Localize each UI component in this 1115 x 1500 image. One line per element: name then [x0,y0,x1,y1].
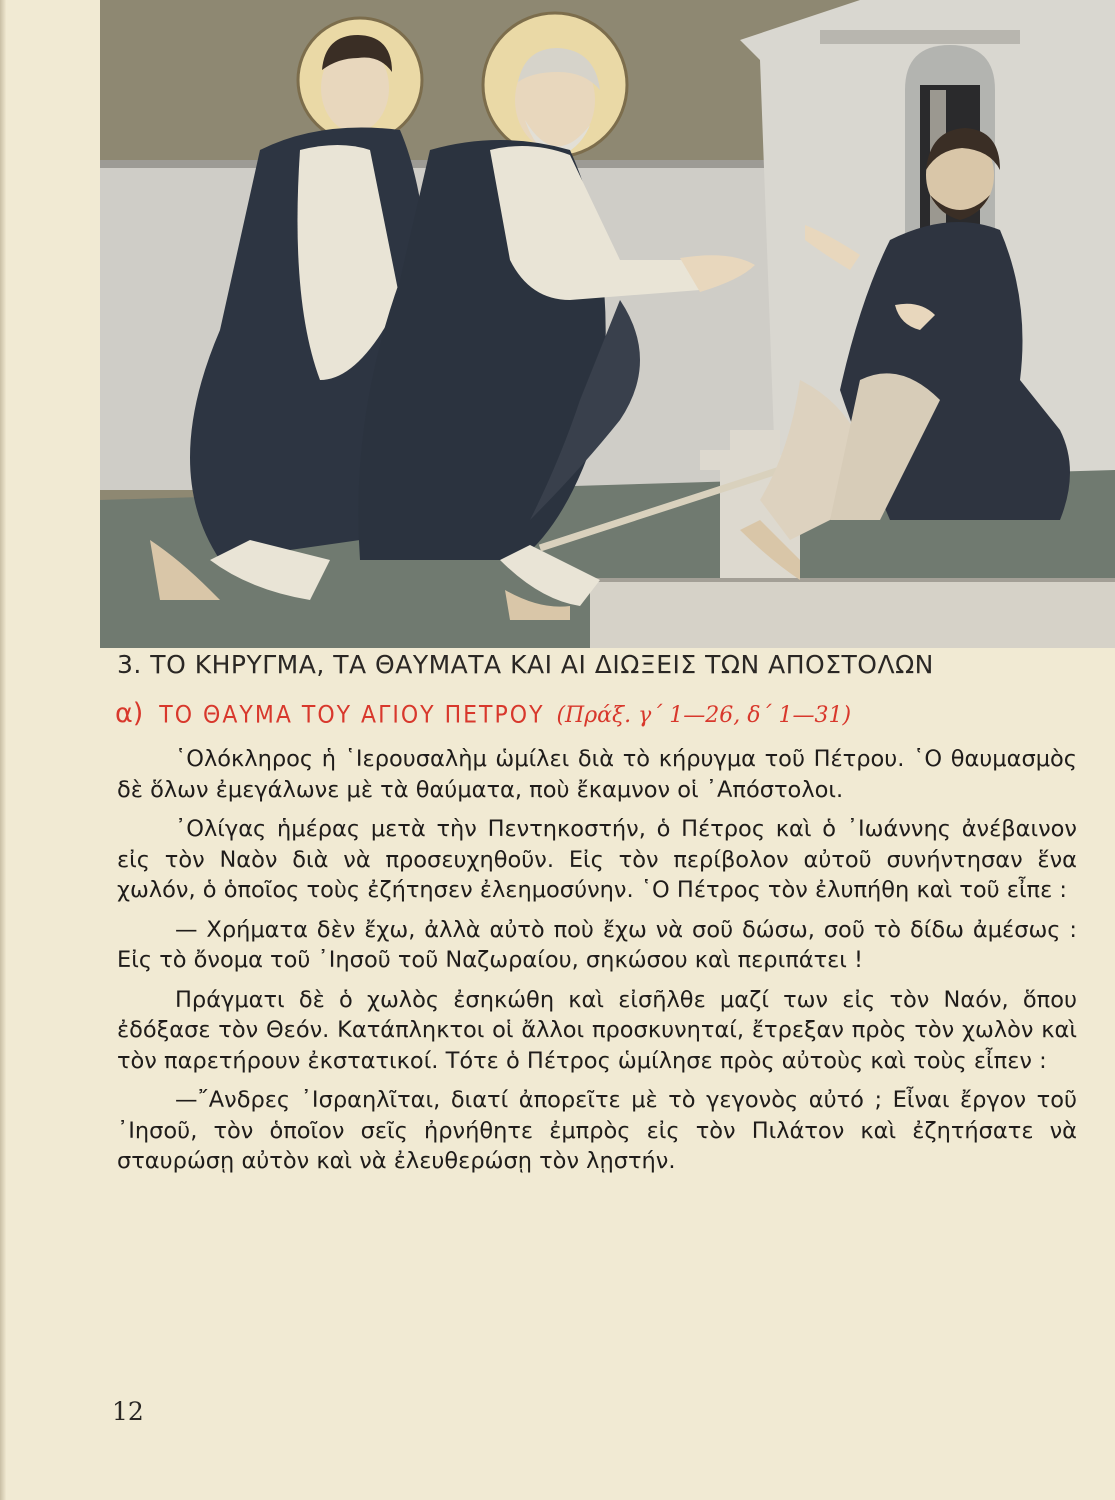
chapter-heading: 3. ΤΟ ΚΗΡΥΓΜΑ, ΤΑ ΘΑΥΜΑΤΑ ΚΑΙ ΑΙ ΔΙΩΞΕΙΣ ΤΩΝ ΑΠΟΣΤΟΛΩΝ [117,650,934,679]
paragraph: ᾿Ολίγας ἡμέρας μετὰ τὴν Πεντηκοστήν, ὁ Πέτρος καὶ ὁ ᾿Ιωάννης ἀνέβαινον εἰς τὸν Ναὸν διὰ νὰ προσευχηθοῦν. Εἰς τὸν περίβολον αὐτοῦ συνήντησαν ἕνα χωλόν, ὁ ὁποῖος τοὺς ἐζήτησεν ἐλεημοσύνην. ῾Ο Πέτρος τὸν ἐλυπήθη καὶ τοῦ εἶπε : [117,816,1077,903]
paragraph: ῾Ολόκληρος ἡ ῾Ιερουσαλὴμ ὡμίλει διὰ τὸ κήρυγμα τοῦ Πέτρου. ῾Ο θαυμασμὸς δὲ ὅλων ἐμεγάλωνε μὲ τὰ θαύματα, ποὺ ἔκαμνον οἱ ᾿Απόστολοι. [117,746,1077,803]
section-heading [115,698,1015,729]
icon-illustration-peter-heals-lame-man [100,0,1115,648]
section-reference: (Πράξ. γ΄ 1—26, δ΄ 1—31) [556,703,852,728]
paragraph: Πράγματι δὲ ὁ χωλὸς ἐσηκώθη καὶ εἰσῆλθε μαζί των εἰς τὸν Ναόν, ὅπου ἐδόξασε τὸν Θεόν. Κατάπληκτοι οἱ ἄλλοι προσκυνηταί, ἔτρεξαν πρὸς τὸν χωλὸν καὶ τὸν παρετήρουν ἐκστατικοί. Τότε ὁ Πέτρος ὡμίλησε πρὸς αὐτοὺς καὶ τοὺς εἶπεν : [117,986,1077,1074]
section-title: ΤΟ ΘΑΥΜΑ ΤΟΥ ΑΓΙΟΥ ΠΕΤΡΟΥ [159,701,545,730]
page-number: 12 [112,1397,144,1426]
page-binding-edge [0,0,6,1500]
paragraph: —῎Ανδρες ᾿Ισραηλῖται, διατί ἀπορεῖτε μὲ τὸ γεγονὸς αὐτό ; Εἶναι ἔργον τοῦ ᾿Ιησοῦ, τὸν ὁποῖον σεῖς ἠρνήθητε ἐμπρὸς εἰς τὸν Πιλάτον καὶ ἐζητήσατε νὰ σταυρώσῃ αὐτὸν καὶ νὰ ἐλευθερώσῃ τὸν λῃστήν. [117,1087,1077,1174]
paragraph: — Χρήματα δὲν ἔχω, ἀλλὰ αὐτὸ ποὺ ἔχω νὰ σοῦ δώσω, σοῦ τὸ δίδω ἀμέσως : Εἰς τὸ ὄνομα τοῦ ᾿Ιησοῦ τοῦ Ναζωραίου, σηκώσου καὶ περιπάτει ! [117,916,1077,973]
section-marker: α) [115,698,144,729]
body-text [117,744,1077,1186]
